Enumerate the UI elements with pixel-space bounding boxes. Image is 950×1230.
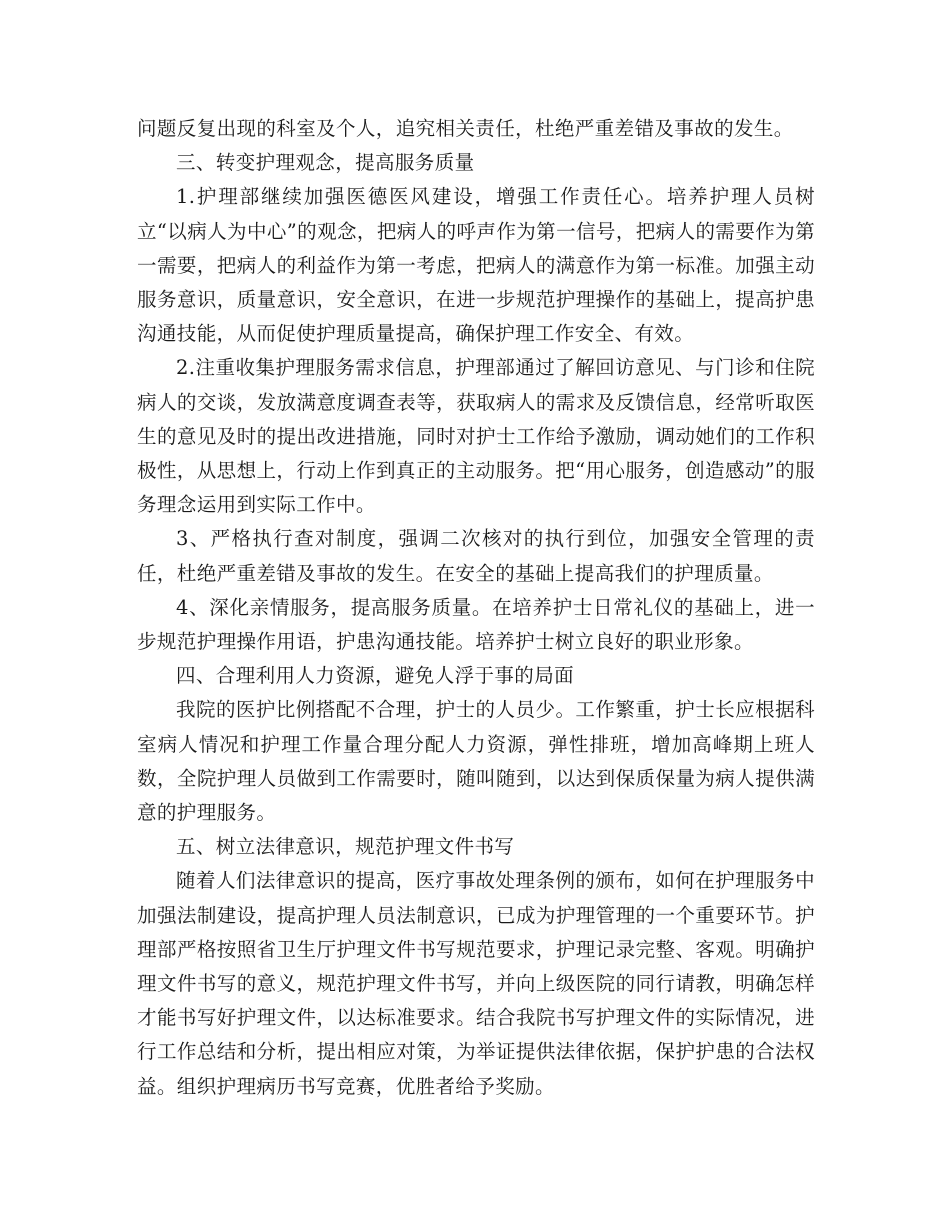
section-heading-5: 五、树立法律意识，规范护理文件书写 — [176, 835, 515, 859]
section-heading-4: 四、合理利用人力资源，避免人浮于事的局面 — [176, 664, 575, 688]
paragraph-item-3: 3、严格执行查对制度，强调二次核对的执行到位，加强安全管理的责任，杜绝严重差错及事故的发生。在安全的基础上提高我们的护理质量。 — [137, 527, 815, 585]
paragraph-item-4: 4、深化亲情服务，提高服务质量。在培养护士日常礼仪的基础上，进一步规范护理操作用语，护患沟通技能。培养护士树立良好的职业形象。 — [137, 595, 815, 654]
paragraph-continued: 问题反复出现的科室及个人，追究相关责任，杜绝严重差错及事故的发生。 — [137, 117, 794, 140]
paragraph-staffing: 我院的医护比例搭配不合理，护士的人员少。工作繁重，护士长应根据科室病人情况和护理工作量合理分配人力资源，弹性排班，增加高峰期上班人数，全院护理人员做到工作需要时，随叫随到，以达到保质保量为病人提供满意的护理服务。 — [137, 698, 815, 825]
section-heading-3: 三、转变护理观念，提高服务质量 — [176, 151, 475, 175]
paragraph-legal: 随着人们法律意识的提高，医疗事故处理条例的颁布，如何在护理服务中加强法制建设，提高护理人员法制意识，已成为护理管理的一个重要环节。护理部严格按照省卫生厅护理文件书写规范要求，护理记录完整、客观。明确护理文件书写的意义，规范护理文件书写，并向上级医院的同行请教，明确怎样才能书写好护理文件，以达标准要求。结合我院书写护理文件的实际情况，进行工作总结和分析，提出相应对策，为举证提供法律依据，保护护患的合法权益。组织护理病历书写竞赛，优胜者给予奖励。 — [137, 869, 815, 1098]
paragraph-item-2: 2.注重收集护理服务需求信息，护理部通过了解回访意见、与门诊和住院病人的交谈，发放满意度调查表等，获取病人的需求及反馈信息，经常听取医生的意见及时的提出改进措施，同时对护士工作给予激励，调动她们的工作积极性，从思想上，行动上作到真正的主动服务。把“用心服务，创造感动”的服务理念运用到实际工作中。 — [137, 356, 815, 517]
paragraph-item-1: 1.护理部继续加强医德医风建设，增强工作责任心。培养护理人员树立“以病人为中心”的观念，把病人的呼声作为第一信号，把病人的需要作为第一需要，把病人的利益作为第一考虑，把病人的满意作为第一标准。加强主动服务意识，质量意识，安全意识，在进一步规范护理操作的基础上，提高护患沟通技能，从而促使护理质量提高，确保护理工作安全、有效。 — [137, 185, 815, 346]
